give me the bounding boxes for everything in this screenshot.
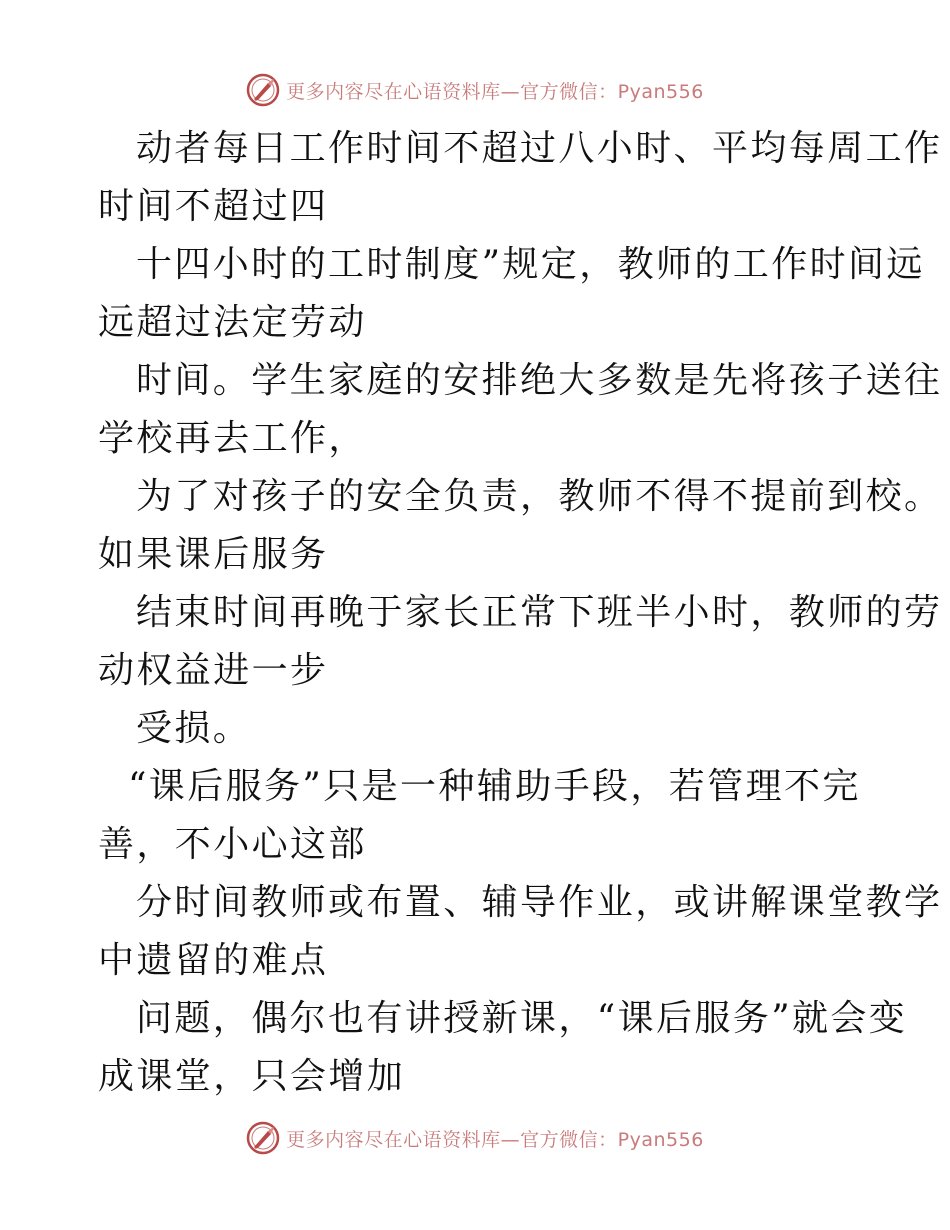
text-line bbox=[98, 294, 858, 352]
text-line bbox=[98, 468, 943, 526]
text-line-content: 善，不小心这部 bbox=[98, 824, 367, 865]
header-banner-text: 更多内容尽在心语资料库—官方微信：Pyan556 bbox=[286, 80, 704, 103]
text-line-content: 如果课后服务 bbox=[98, 534, 329, 575]
header-banner-inner bbox=[246, 73, 704, 107]
footer-banner-inner bbox=[246, 1121, 704, 1155]
text-line bbox=[98, 584, 943, 642]
text-line-content: 动者每日工作时间不超过八小时、平均每周工作 bbox=[136, 128, 943, 169]
text-line bbox=[98, 120, 943, 178]
text-line bbox=[98, 1048, 858, 1106]
text-line-content: 十四小时的工时制度”规定，教师的工作时间远 bbox=[136, 244, 925, 285]
text-line-content: 远超过法定劳动 bbox=[98, 302, 367, 343]
text-line-content: 时间不超过四 bbox=[98, 186, 329, 227]
text-line bbox=[98, 816, 858, 874]
quill-logo-icon bbox=[246, 73, 280, 107]
text-line-content: 中遗留的难点 bbox=[98, 940, 329, 981]
quill-logo-icon bbox=[246, 1121, 280, 1155]
text-line bbox=[98, 874, 943, 932]
text-line bbox=[98, 236, 925, 294]
text-line bbox=[98, 178, 858, 236]
text-line bbox=[98, 352, 943, 410]
text-line bbox=[98, 700, 858, 758]
text-line-content: 为了对孩子的安全负责，教师不得不提前到校。 bbox=[136, 476, 943, 517]
footer-banner-text: 更多内容尽在心语资料库—官方微信：Pyan556 bbox=[286, 1128, 704, 1151]
document-body bbox=[98, 120, 943, 1106]
text-line bbox=[98, 642, 858, 700]
text-line bbox=[98, 990, 908, 1048]
text-line-content: 时间。学生家庭的安排绝大多数是先将孩子送往 bbox=[136, 360, 943, 401]
header-banner bbox=[0, 70, 950, 110]
text-line bbox=[98, 758, 861, 816]
footer-banner bbox=[0, 1118, 950, 1158]
text-line-content: 分时间教师或布置、辅导作业，或讲解课堂教学 bbox=[136, 882, 943, 923]
text-line bbox=[98, 526, 858, 584]
text-line-content: 问题，偶尔也有讲授新课，“课后服务”就会变 bbox=[136, 998, 908, 1039]
text-line-content: 受损。 bbox=[136, 708, 252, 749]
text-line-content: 学校再去工作， bbox=[98, 418, 367, 459]
text-line bbox=[98, 932, 858, 990]
text-line-content: 成课堂，只会增加 bbox=[98, 1056, 406, 1097]
text-line-content: “课后服务”只是一种辅助手段，若管理不完 bbox=[128, 766, 861, 807]
text-line-content: 结束时间再晚于家长正常下班半小时，教师的劳 bbox=[136, 592, 943, 633]
text-line bbox=[98, 410, 858, 468]
text-line-content: 动权益进一步 bbox=[98, 650, 329, 691]
